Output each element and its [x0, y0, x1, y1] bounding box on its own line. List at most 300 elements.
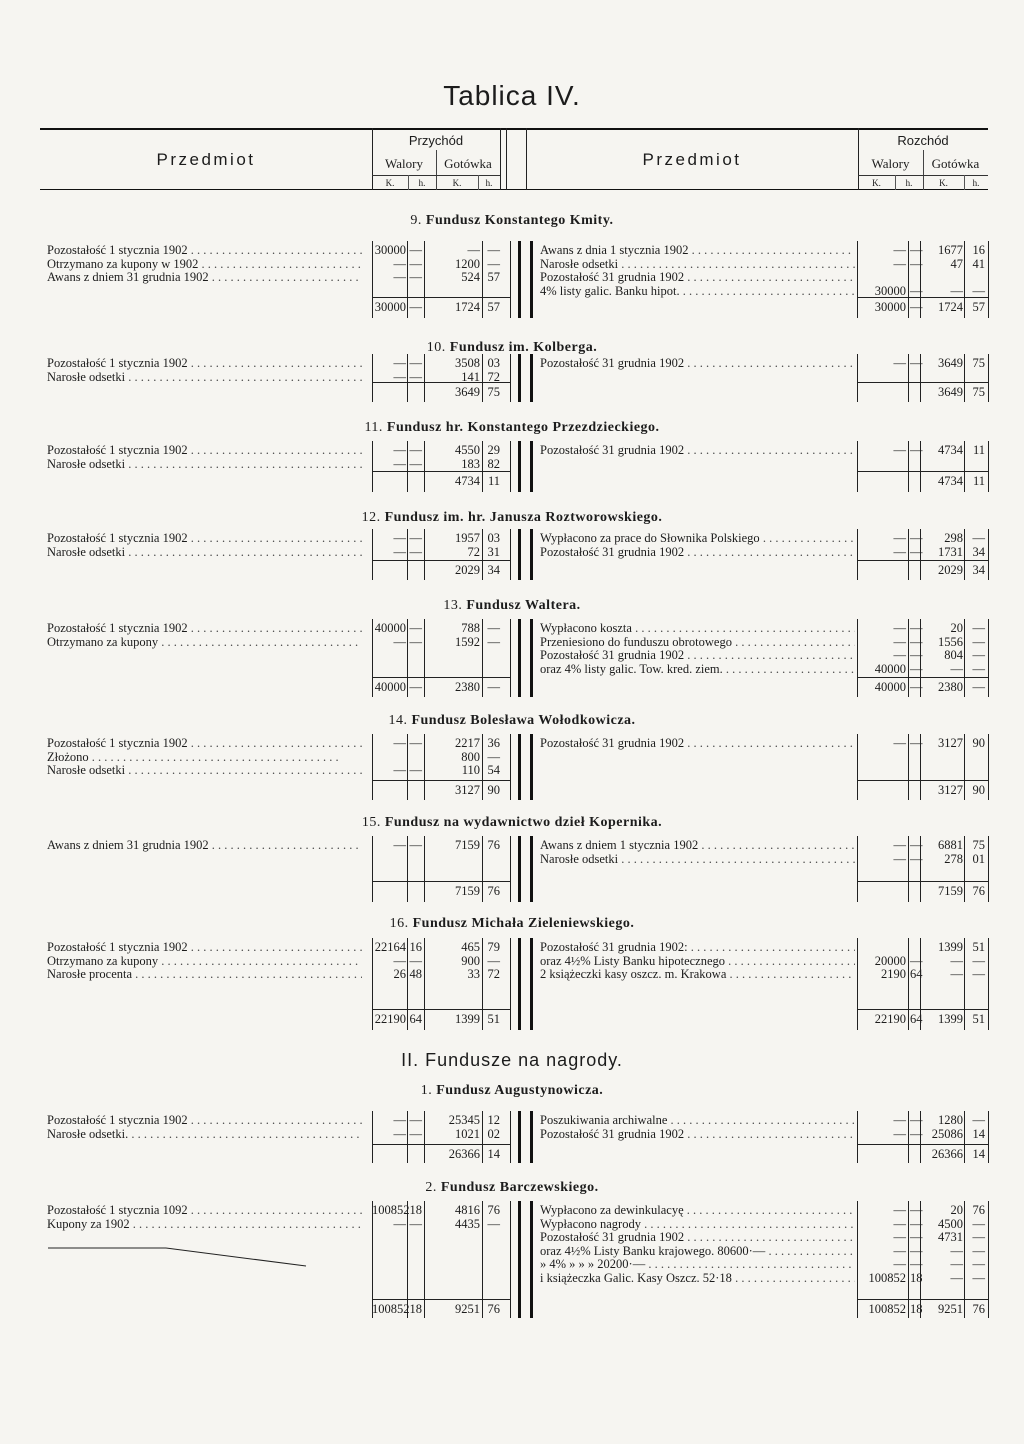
center-rule: [518, 441, 521, 492]
section-title: [0, 598, 1024, 614]
left-total-wk-cell: 40000: [374, 680, 406, 694]
right-gk-cell: 3127: [938, 736, 963, 750]
column-rule: [482, 441, 483, 492]
column-rule: [920, 938, 921, 1030]
section-name: Fundusz im. hr. Janusza Roztworowskiego.: [380, 510, 663, 525]
left-total-gh-cell: 76: [487, 1302, 500, 1316]
right-gk-cell: 4734: [938, 443, 963, 457]
left-gh-cell: 12: [487, 1113, 500, 1127]
column-rule: [372, 241, 373, 318]
section-title: [0, 713, 1024, 729]
column-rule: [857, 1201, 858, 1318]
column-rule: [908, 836, 909, 902]
right-gh-cell: 76: [972, 1203, 985, 1217]
section-title: [0, 420, 1024, 436]
left-gk-cell: 33: [467, 967, 480, 981]
right-wh-cell: —: [910, 544, 923, 559]
entry-text: Pozostałość 31 grudnia 1902 . . .: [540, 356, 855, 370]
right-total-gk-cell: 9251: [938, 1302, 963, 1316]
column-rule: [908, 734, 909, 800]
center-rule: [518, 619, 521, 697]
column-rule: [407, 619, 408, 697]
left-gh-cell: —: [487, 634, 500, 649]
column-rule: [482, 354, 483, 402]
left-total-gk-cell: 7159: [455, 884, 480, 898]
right-total-wh-cell: 18: [910, 1302, 923, 1316]
header-subject-left: Przedmiot: [156, 150, 256, 169]
left-total-wh-cell: 64: [409, 1012, 422, 1026]
entry-text: Wypłacono nagrody . . .: [540, 1217, 855, 1231]
diagonal-rule: [48, 1240, 308, 1270]
column-rule: [920, 354, 921, 402]
right-wk-cell: —: [893, 531, 906, 545]
entry-text: Pozostałość 31 grudnia 1902: . . .: [540, 940, 855, 954]
total-rule: [372, 1299, 510, 1300]
left-total-gk-cell: 1399: [455, 1012, 480, 1026]
column-rule: [510, 1201, 511, 1318]
right-wh-cell: 64: [910, 967, 923, 981]
column-rule: [988, 836, 989, 902]
center-rule: [518, 354, 521, 402]
left-gk-cell: 1592: [455, 634, 480, 649]
column-rule: [424, 619, 425, 697]
left-wh-cell: —: [409, 621, 422, 635]
column-rule: [372, 354, 373, 402]
left-gk-cell: —: [467, 243, 480, 257]
entry-text: 4% listy galic. Banku hipot. . . .: [540, 284, 855, 298]
column-rule: [510, 619, 511, 697]
left-gk-cell: 4550: [455, 443, 480, 457]
column-rule: [964, 619, 965, 697]
left-wh-cell: 48: [409, 967, 422, 981]
right-entry-label: [540, 545, 855, 560]
header-k: K.: [452, 178, 462, 188]
right-entry-label: [540, 1127, 855, 1142]
section-title: [0, 510, 1024, 526]
center-rule: [530, 1201, 533, 1318]
column-rule: [424, 529, 425, 580]
column-rule: [372, 836, 373, 902]
entry-text: Pozostałość 31 grudnia 1902 . . .: [540, 270, 855, 284]
left-entry-label: [47, 457, 362, 472]
right-total-gk-cell: 1399: [938, 1012, 963, 1026]
left-wh-cell: 18: [409, 1203, 422, 1217]
center-rule: [530, 938, 533, 1030]
right-wk-cell: —: [893, 544, 906, 559]
left-gh-cell: —: [487, 243, 500, 257]
total-rule: [372, 1009, 510, 1010]
right-wk-cell: —: [893, 1113, 906, 1127]
entry-text: Awans z dniem 1 stycznia 1902 . . .: [540, 838, 855, 852]
left-wk-cell: 26: [393, 967, 406, 981]
right-total-gh-cell: —: [972, 680, 985, 694]
column-rule: [988, 1111, 989, 1163]
left-gh-cell: 02: [487, 1126, 500, 1141]
right-total-gh-cell: 75: [972, 385, 985, 399]
column-rule: [964, 836, 965, 902]
right-gk-cell: 298: [944, 531, 963, 545]
column-rule: [857, 619, 858, 697]
right-wk-cell: —: [893, 356, 906, 370]
right-wh-cell: —: [910, 661, 923, 676]
column-rule: [510, 441, 511, 492]
entry-text: i książeczka Galic. Kasy Oszcz. 52·18 . . .: [540, 1271, 855, 1285]
entry-text: Pozostałość 1 stycznia 1902 . . .: [47, 243, 362, 257]
left-wh-cell: —: [409, 763, 422, 777]
right-total-wk-cell: 100852: [868, 1302, 906, 1316]
total-rule: [857, 1009, 988, 1010]
total-rule: [372, 560, 510, 561]
left-gk-cell: 1021: [455, 1126, 480, 1141]
header-h: h.: [905, 178, 913, 188]
entry-text: Narosłe odsetki . . .: [47, 545, 362, 559]
right-gh-cell: 01: [972, 851, 985, 866]
left-total-gk-cell: 2029: [455, 563, 480, 577]
column-rule: [988, 938, 989, 1030]
column-rule: [988, 241, 989, 318]
left-gh-cell: 03: [487, 531, 500, 545]
column-rule: [482, 529, 483, 580]
left-wk-cell: 40000: [374, 621, 406, 635]
left-total-gh-cell: 75: [487, 385, 500, 399]
center-rule: [518, 1111, 521, 1163]
entry-text: Narosłe odsetki . . .: [47, 457, 362, 471]
left-wh-cell: 16: [409, 940, 422, 954]
left-gh-cell: 79: [487, 940, 500, 954]
section-number: 1.: [420, 1083, 433, 1098]
left-gk-cell: 1200: [455, 256, 480, 271]
left-wh-cell: —: [409, 1126, 422, 1141]
left-gk-cell: 141: [461, 369, 480, 384]
column-rule: [920, 1201, 921, 1318]
left-gh-cell: 57: [487, 270, 500, 284]
column-rule: [908, 619, 909, 697]
center-rule: [518, 1201, 521, 1318]
column-rule: [908, 241, 909, 318]
left-gh-cell: 72: [487, 369, 500, 384]
right-gh-cell: 75: [972, 838, 985, 852]
left-total-wh-cell: —: [409, 300, 422, 314]
total-rule: [857, 1144, 988, 1145]
right-total-gk-cell: 7159: [938, 884, 963, 898]
right-total-gk-cell: 3127: [938, 783, 963, 797]
column-rule: [908, 1201, 909, 1318]
column-rule: [964, 441, 965, 492]
column-rule: [482, 938, 483, 1030]
right-gh-cell: —: [972, 531, 985, 545]
section-name: Fundusz hr. Konstantego Przezdzieckiego.: [382, 420, 660, 435]
total-rule: [857, 677, 988, 678]
entry-text: Pozostałość 31 grudnia 1902 . . .: [540, 1127, 855, 1141]
total-rule: [372, 382, 510, 383]
column-rule: [372, 734, 373, 800]
right-total-wh-cell: —: [910, 300, 923, 314]
right-wk-cell: —: [893, 243, 906, 257]
left-gk-cell: 25345: [448, 1113, 480, 1127]
right-gk-cell: 804: [944, 648, 963, 662]
right-wk-cell: —: [893, 1126, 906, 1141]
left-gh-cell: —: [487, 621, 500, 635]
left-entry-label: [47, 967, 362, 982]
column-rule: [920, 836, 921, 902]
entry-text: Pozostałość 1 stycznia 1092 . . .: [47, 1203, 362, 1217]
right-gh-cell: —: [972, 283, 985, 298]
entry-text: Pozostałość 1 stycznia 1902 . . .: [47, 531, 362, 545]
right-wk-cell: —: [893, 838, 906, 852]
left-wh-cell: —: [409, 256, 422, 271]
column-rule: [908, 1111, 909, 1163]
right-gh-cell: 90: [972, 736, 985, 750]
entry-text: Narosłe odsetki. . . .: [47, 1127, 362, 1141]
left-wh-cell: —: [409, 443, 422, 457]
column-rule: [482, 836, 483, 902]
column-rule: [372, 619, 373, 697]
header-h: h.: [485, 178, 493, 188]
left-wh-cell: —: [409, 544, 422, 559]
column-rule: [988, 734, 989, 800]
center-rule: [518, 241, 521, 318]
left-entry-label: [47, 838, 362, 853]
right-total-wh-cell: 64: [910, 1012, 923, 1026]
left-wk-cell: —: [393, 953, 406, 968]
column-rule: [908, 354, 909, 402]
entry-text: Pozostałość 1 stycznia 1902 . . .: [47, 940, 362, 954]
column-rule: [424, 1201, 425, 1318]
column-rule: [988, 529, 989, 580]
left-gk-cell: 800: [461, 749, 480, 764]
right-total-gh-cell: 76: [972, 1302, 985, 1316]
left-wh-cell: —: [409, 369, 422, 384]
left-gk-cell: 1957: [455, 531, 480, 545]
left-total-gh-cell: 76: [487, 884, 500, 898]
column-rule: [988, 441, 989, 492]
section-number: 11.: [364, 420, 383, 435]
right-gh-cell: 16: [972, 243, 985, 257]
total-rule: [857, 1299, 988, 1300]
column-rule: [988, 354, 989, 402]
left-total-gk-cell: 3127: [455, 783, 480, 797]
left-entry-label: [47, 370, 362, 385]
header-gotowka-left: Gotówka: [444, 156, 492, 171]
column-rule: [920, 734, 921, 800]
right-gk-cell: —: [950, 953, 963, 968]
total-rule: [372, 471, 510, 472]
total-rule: [857, 560, 988, 561]
section-name: Fundusz Augustynowicza.: [432, 1083, 604, 1098]
right-gk-cell: 4500: [938, 1216, 963, 1231]
right-wh-cell: —: [910, 531, 923, 545]
section-number: 14.: [388, 713, 408, 728]
right-wk-cell: —: [893, 621, 906, 635]
left-total-gh-cell: 57: [487, 300, 500, 314]
section-name: Fundusz Michała Zieleniewskiego.: [408, 916, 635, 931]
right-total-gh-cell: 11: [972, 474, 985, 488]
right-wh-cell: —: [910, 256, 923, 271]
right-wk-cell: —: [893, 634, 906, 649]
entry-text: 2 książeczki kasy oszcz. m. Krakowa . . .: [540, 967, 855, 981]
column-rule: [964, 529, 965, 580]
left-wk-cell: —: [393, 763, 406, 777]
right-gh-cell: —: [972, 953, 985, 968]
entry-text: Pozostałość 1 stycznia 1902 . . .: [47, 356, 362, 370]
right-wk-cell: —: [893, 1243, 906, 1258]
right-total-gk-cell: 2380: [938, 680, 963, 694]
right-wk-cell: —: [893, 1203, 906, 1217]
column-rule: [407, 836, 408, 902]
center-rule: [530, 354, 533, 402]
left-entry-label: [47, 1127, 362, 1142]
total-rule: [857, 780, 988, 781]
column-rule: [510, 1111, 511, 1163]
left-gh-cell: 76: [487, 1203, 500, 1217]
center-rule: [530, 734, 533, 800]
section-title: [0, 1180, 1024, 1196]
column-rule: [857, 836, 858, 902]
section-name: Fundusz na wydawnictwo dzieł Kopernika.: [380, 815, 663, 830]
right-wk-cell: —: [893, 648, 906, 662]
left-gk-cell: 4435: [455, 1216, 480, 1231]
right-wh-cell: —: [910, 621, 923, 635]
entry-text: Pozostałość 31 grudnia 1902 . . .: [540, 736, 855, 750]
center-rule: [530, 529, 533, 580]
left-entry-label: [47, 763, 362, 778]
entry-text: Narosłe odsetki . . .: [540, 852, 855, 866]
center-rule: [518, 836, 521, 902]
right-gh-cell: —: [972, 1257, 985, 1271]
column-rule: [908, 938, 909, 1030]
right-gh-cell: —: [972, 648, 985, 662]
left-gh-cell: 29: [487, 443, 500, 457]
right-gh-cell: 14: [972, 1126, 985, 1141]
total-rule: [857, 471, 988, 472]
left-wh-cell: —: [409, 1113, 422, 1127]
right-wh-cell: —: [910, 953, 923, 968]
column-rule: [510, 354, 511, 402]
entry-text: oraz 4% listy galic. Tow. kred. ziem. . . .: [540, 662, 855, 676]
left-total-wh-cell: 18: [409, 1302, 422, 1316]
left-gk-cell: 524: [461, 270, 480, 284]
left-gk-cell: 465: [461, 940, 480, 954]
right-gh-cell: —: [972, 967, 985, 981]
center-rule: [530, 619, 533, 697]
entry-text: Pozostałość 31 grudnia 1902 . . .: [540, 545, 855, 559]
left-gk-cell: 72: [467, 544, 480, 559]
column-rule: [372, 1201, 373, 1318]
column-rule: [857, 441, 858, 492]
right-gh-cell: 51: [972, 940, 985, 954]
section-title: [0, 1083, 1024, 1099]
right-wk-cell: 40000: [874, 661, 906, 676]
left-total-gk-cell: 3649: [455, 385, 480, 399]
right-entry-label: [540, 356, 855, 371]
page-title: Tablica IV.: [443, 80, 581, 111]
left-total-gh-cell: 14: [487, 1147, 500, 1161]
right-wh-cell: —: [910, 1203, 923, 1217]
right-gk-cell: 25086: [931, 1126, 963, 1141]
entry-text: Poszukiwania archiwalne . . .: [540, 1113, 855, 1127]
column-rule: [510, 938, 511, 1030]
total-rule: [372, 881, 510, 882]
entry-text: Pozostałość 1 stycznia 1902 . . .: [47, 736, 362, 750]
left-total-gh-cell: 34: [487, 563, 500, 577]
total-rule: [372, 780, 510, 781]
section-number: 15.: [361, 815, 381, 830]
left-wk-cell: —: [393, 838, 406, 852]
right-wh-cell: —: [910, 1257, 923, 1271]
left-gh-cell: —: [487, 1216, 500, 1231]
left-wh-cell: —: [409, 953, 422, 968]
left-total-gk-cell: 26366: [448, 1147, 480, 1161]
left-wh-cell: —: [409, 270, 422, 284]
left-gh-cell: 31: [487, 544, 500, 559]
header-k: K.: [385, 178, 395, 188]
right-wh-cell: —: [910, 838, 923, 852]
right-gk-cell: 47: [950, 256, 963, 271]
right-wh-cell: —: [910, 1126, 923, 1141]
section-number: 16.: [389, 916, 409, 931]
entry-text: Otrzymano za kupony . . .: [47, 635, 362, 649]
column-rule: [407, 241, 408, 318]
entry-text: » 4% » » » 20200·— . . .: [540, 1257, 855, 1271]
left-total-wk-cell: 100852: [372, 1302, 410, 1316]
left-gk-cell: 4816: [455, 1203, 480, 1217]
entry-text: Awans z dniem 31 grudnia 1902 . . .: [47, 838, 362, 852]
column-rule: [424, 734, 425, 800]
column-rule: [372, 529, 373, 580]
right-gk-cell: 1280: [938, 1113, 963, 1127]
right-wk-cell: —: [893, 1257, 906, 1271]
entry-text: oraz 4½% Listy Banku hipotecznego . . .: [540, 954, 855, 968]
header-subject-right: Przedmiot: [642, 150, 742, 169]
column-rule: [482, 1201, 483, 1318]
column-rule: [857, 734, 858, 800]
right-wh-cell: 18: [910, 1270, 923, 1285]
entry-text: Pozostałość 1 stycznia 1902 . . .: [47, 621, 362, 635]
right-entry-label: [540, 852, 855, 867]
right-wk-cell: 2190: [881, 967, 906, 981]
header-walory-left: Walory: [385, 156, 423, 171]
column-rule: [482, 1111, 483, 1163]
left-wk-cell: 22164: [374, 940, 406, 954]
left-gh-cell: 54: [487, 763, 500, 777]
left-wk-cell: —: [393, 356, 406, 370]
left-entry-label: [47, 270, 362, 285]
right-gh-cell: —: [972, 1216, 985, 1231]
left-wh-cell: —: [409, 456, 422, 471]
column-rule: [482, 734, 483, 800]
right-gk-cell: 1677: [938, 243, 963, 257]
right-wh-cell: —: [910, 1230, 923, 1244]
left-gh-cell: 36: [487, 736, 500, 750]
left-wk-cell: —: [393, 456, 406, 471]
section-name: Fundusz Bolesława Wołodkowicza.: [407, 713, 636, 728]
left-gh-cell: 82: [487, 456, 500, 471]
right-total-gh-cell: 14: [972, 1147, 985, 1161]
column-rule: [920, 529, 921, 580]
right-total-gk-cell: 2029: [938, 563, 963, 577]
column-rule: [964, 354, 965, 402]
entry-text: Pozostałość 31 grudnia 1902 . . .: [540, 443, 855, 457]
right-total-gk-cell: 4734: [938, 474, 963, 488]
entry-text: Pozostałość 1 stycznia 1902 . . .: [47, 443, 362, 457]
header-h: h.: [418, 178, 426, 188]
right-wk-cell: 30000: [874, 283, 906, 298]
part-title: II. Fundusze na nagrody.: [401, 1050, 623, 1070]
left-total-gh-cell: 51: [487, 1012, 500, 1026]
center-rule: [530, 441, 533, 492]
header-k: K.: [939, 178, 948, 188]
right-wh-cell: —: [910, 648, 923, 662]
